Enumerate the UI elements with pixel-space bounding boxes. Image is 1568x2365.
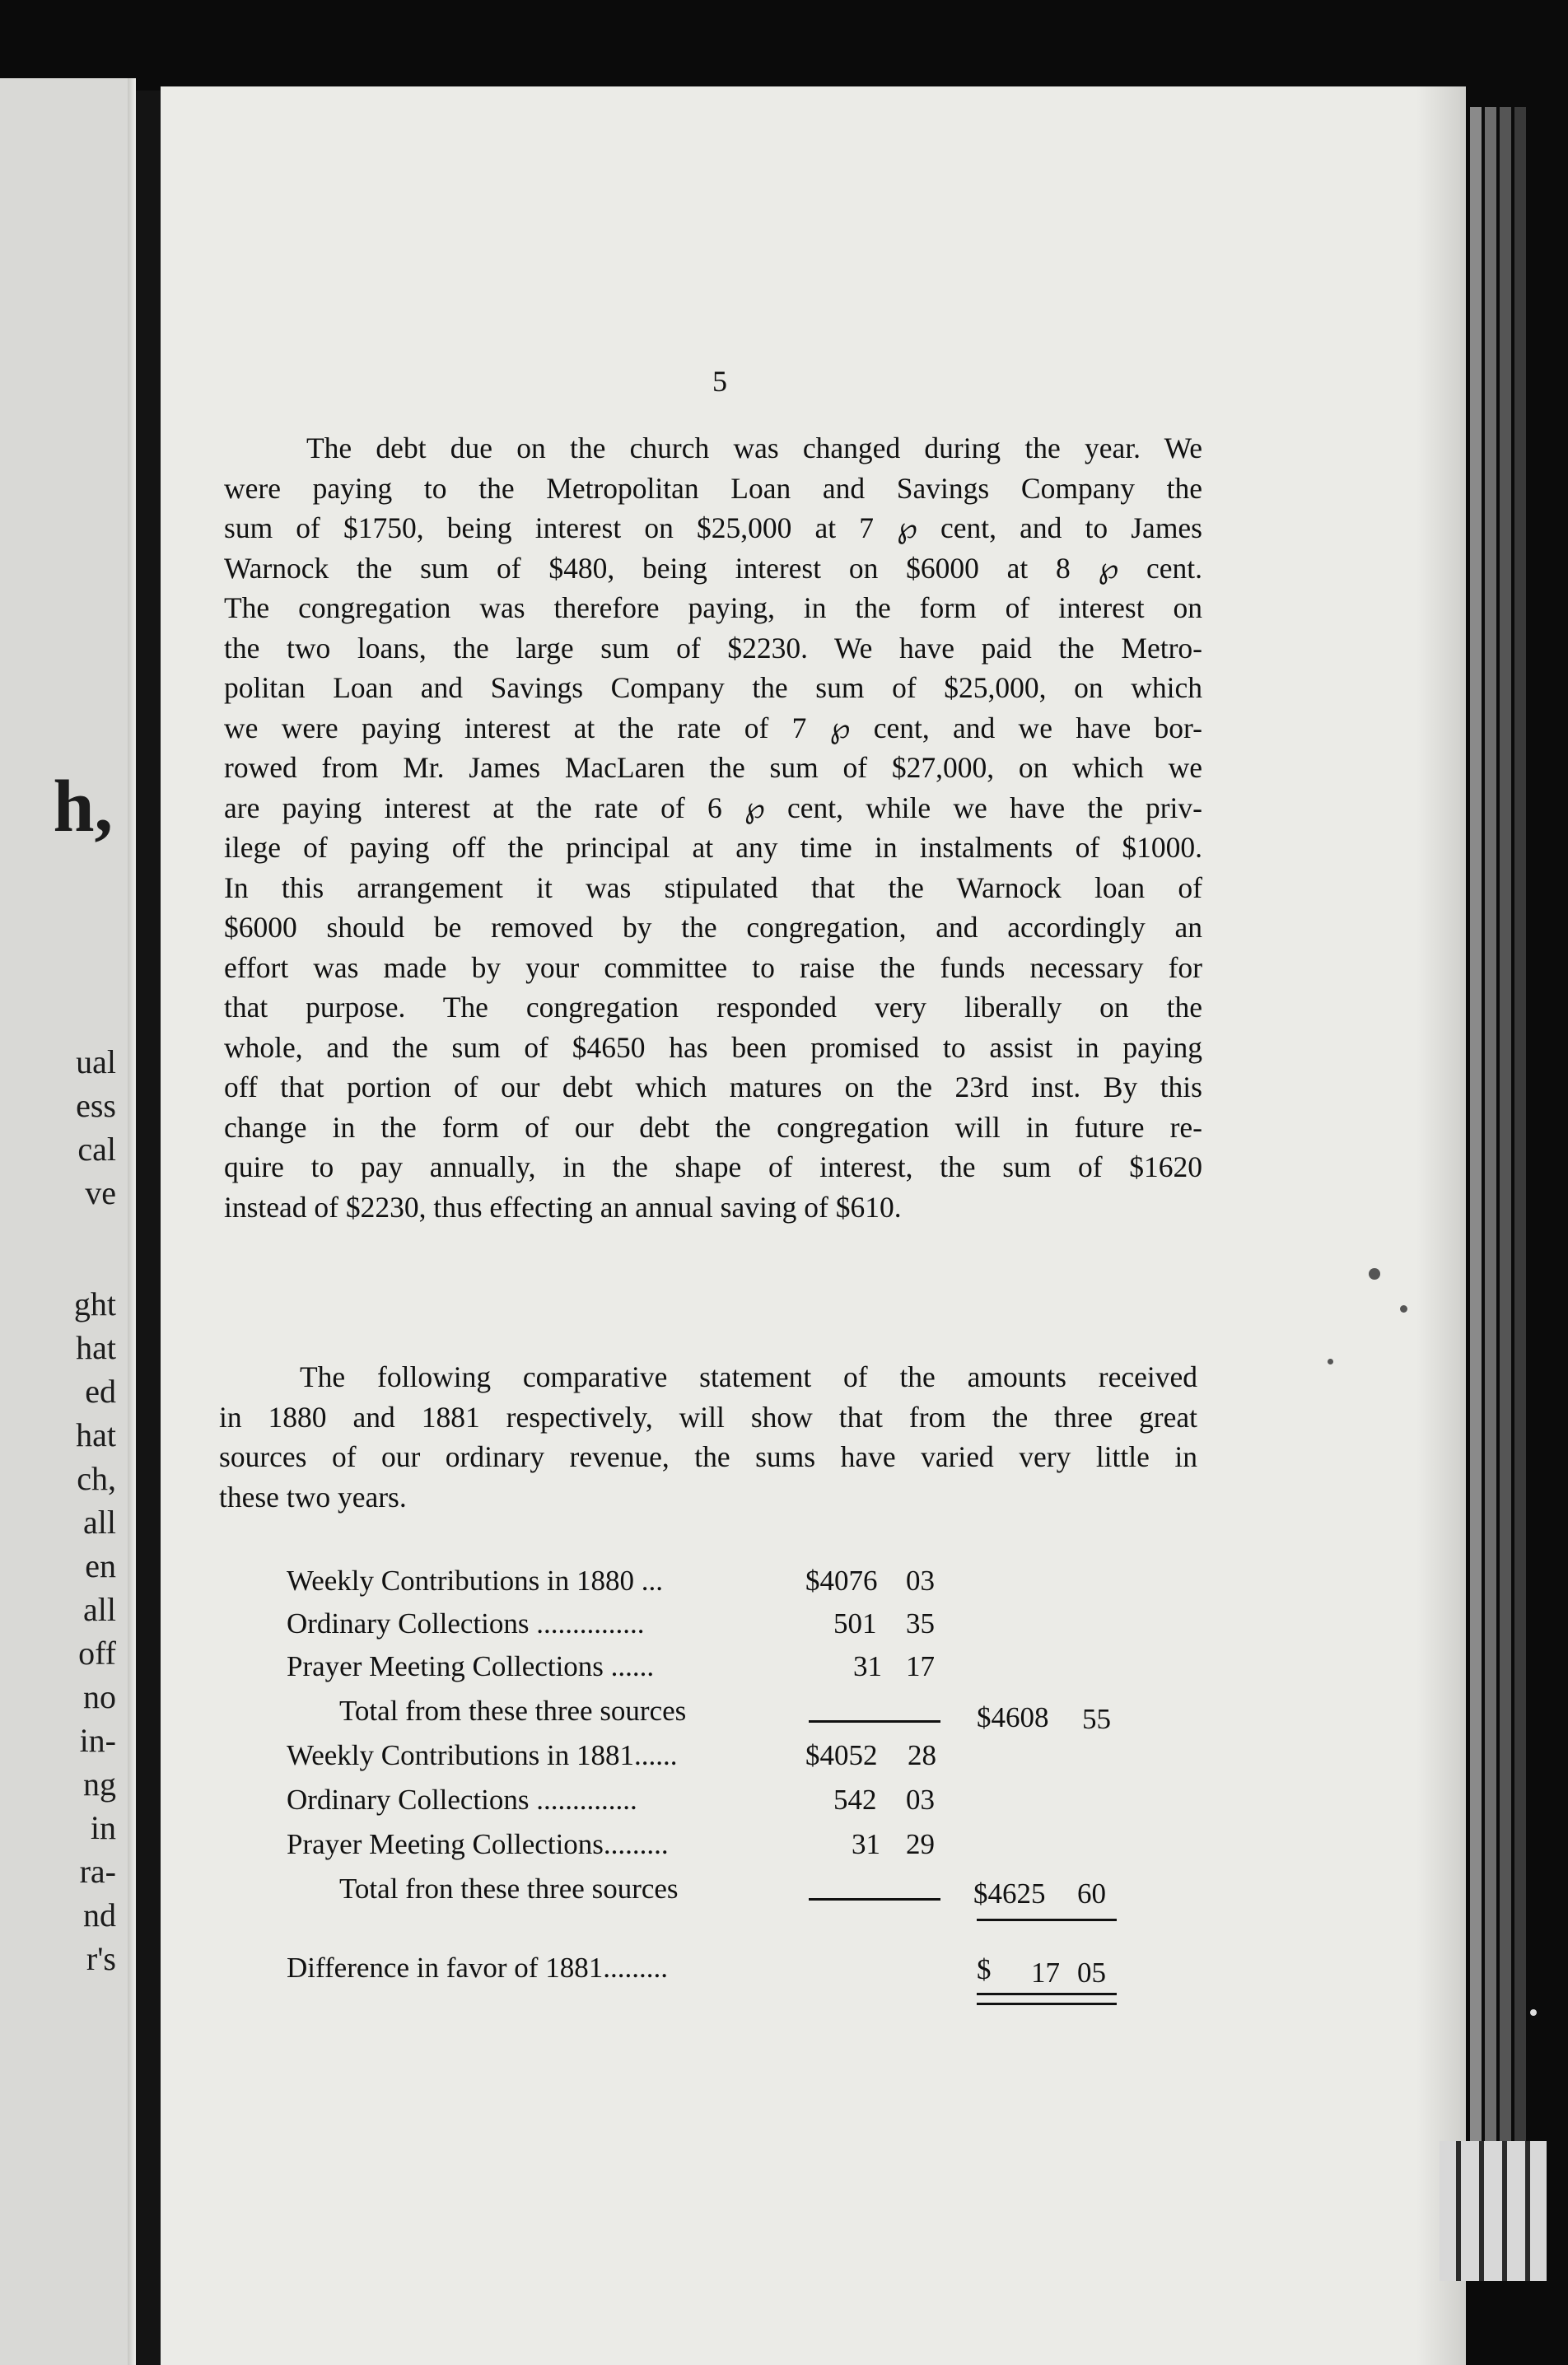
statement-total-cents: 60 [1077,1878,1106,1910]
text-line: ilege of paying off the principal at any time in instalments of $1000. [224,831,1202,864]
statement-label: Ordinary Collections ............... [287,1607,645,1640]
ink-speck [1400,1305,1407,1313]
text-line: Warnock the sum of $480, being interest on $6000 at 8 ℘ cent. [224,551,1202,585]
left-page-fragment: no [83,1678,116,1715]
left-page-fragment: in- [79,1722,116,1759]
text-line: we were paying interest at the rate of 7 ℘ cent, and we have bor- [224,711,1202,744]
left-page-fragment: off [78,1635,116,1672]
page-number: 5 [712,365,727,398]
statement-label: Weekly Contributions in 1881...... [287,1739,678,1771]
page-block-bottom [1440,2141,1547,2281]
book-spine [136,91,161,2365]
statement-label: Prayer Meeting Collections......... [287,1828,669,1860]
double-rule-bottom [977,2003,1117,2005]
left-page-fragment: ght [73,1285,116,1322]
statement-cents: 29 [906,1828,935,1860]
difference-dollar-sign: $ [977,1953,992,1985]
page-stack-edge [1485,107,1496,2215]
statement-dollars: $4052 [805,1739,878,1771]
statement-total-label: Total from these three sources [339,1695,687,1727]
statement-total-dollars: $4608 [977,1701,1049,1733]
ink-speck [1328,1359,1333,1364]
left-page-fragment: ed [85,1373,116,1410]
text-line: the two loans, the large sum of $2230. We have paid the Metro- [224,631,1202,665]
text-line: off that portion of our debt which matures on the 23rd inst. By this [224,1071,1202,1103]
text-line: were paying to the Metropolitan Loan and Savings Company the [224,471,1202,505]
left-page-fragment: all [83,1504,116,1541]
statement-total-dollars: $4625 [973,1878,1046,1910]
sum-rule [809,1898,940,1901]
text-line: sum of $1750, being interest on $25,000 at 7 ℘ cent, and to James [224,511,1202,544]
double-rule-top [977,1993,1117,1995]
left-page-fragment: en [85,1547,116,1584]
statement-label: Ordinary Collections .............. [287,1784,637,1816]
statement-cents: 03 [906,1565,935,1597]
statement-cents: 35 [906,1607,935,1640]
text-line: The following comparative statement of the amounts received [300,1360,1197,1393]
left-page-fragment: all [83,1591,116,1628]
page-stack-edge [1470,107,1482,2215]
text-line: effort was made by your committee to raise the funds necessary for [224,950,1202,984]
left-page-fragment-large: h, [53,766,113,847]
text-line: are paying interest at the rate of 6 ℘ cent, while we have the priv- [224,791,1202,824]
statement-dollars: 31 [853,1650,882,1682]
statement-cents: 28 [908,1739,936,1771]
left-page-fragment: ng [83,1766,116,1803]
sum-rule [977,1919,1117,1921]
page-stack-edge [1514,107,1526,2215]
left-page-fragment: ess [76,1087,116,1124]
text-line: these two years. [219,1480,407,1514]
text-line: The debt due on the church was changed during the year. We [306,431,1202,464]
statement-cents: 17 [906,1650,935,1682]
paragraph-debt [224,428,1202,1227]
sum-rule [809,1720,940,1723]
page-shadow [1416,86,1466,2365]
left-page-fragment: r's [86,1940,116,1977]
left-page-fragment: ve [85,1174,116,1211]
left-page-fragment: cal [77,1131,116,1168]
text-line: rowed from Mr. James MacLaren the sum of $27,000, on which we [224,751,1202,784]
statement-dollars: $4076 [805,1565,878,1597]
statement-dollars: 501 [833,1607,877,1640]
left-page-fragment: ual [76,1043,116,1080]
left-page-fragment: in [90,1809,116,1846]
statement-cents: 03 [906,1784,935,1816]
difference-label: Difference in favor of 1881......... [287,1952,668,1984]
statement-total-cents: 55 [1082,1703,1111,1735]
left-page-fragment: hat [76,1329,116,1366]
text-line: change in the form of our debt the congregation will in future re- [224,1110,1202,1144]
page-stack-edge [1500,107,1511,2215]
statement-dollars: 542 [833,1784,877,1816]
left-page-fragment: ra- [79,1853,116,1890]
text-line: $6000 should be removed by the congregation, and accordingly an [224,911,1202,944]
text-line: in 1880 and 1881 respectively, will show that from the three great [219,1400,1197,1434]
text-line: that purpose. The congregation responded very liberally on the [224,991,1202,1024]
paragraph-statement-intro [219,1357,1197,1517]
text-line: instead of $2230, thus effecting an annual saving of $610. [224,1190,902,1224]
ink-speck [1530,2009,1537,2016]
statement-total-label: Total fron these three sources [339,1873,679,1905]
ink-speck [1369,1268,1380,1280]
text-line: whole, and the sum of $4650 has been promised to assist in paying [224,1030,1202,1064]
text-line: sources of our ordinary revenue, the sums have varied very little in [219,1440,1197,1473]
statement-label: Prayer Meeting Collections ...... [287,1650,655,1682]
left-page-fragment: hat [76,1416,116,1453]
text-line: politan Loan and Savings Company the sum of $25,000, on which [224,671,1202,704]
text-line: In this arrangement it was stipulated that the Warnock loan of [224,870,1202,904]
statement-label: Weekly Contributions in 1880 ... [287,1565,664,1597]
left-page-edge [128,78,136,2365]
difference-amount: 17 [1031,1957,1060,1989]
left-page-fragment: ch, [77,1460,116,1497]
left-page-fragment: nd [83,1896,116,1934]
text-line: The congregation was therefore paying, in the form of interest on [224,591,1202,624]
statement-dollars: 31 [852,1828,880,1860]
text-line: quire to pay annually, in the shape of interest, the sum of $1620 [224,1150,1202,1183]
left-facing-page [0,78,136,2365]
difference-cents: 05 [1077,1957,1106,1989]
